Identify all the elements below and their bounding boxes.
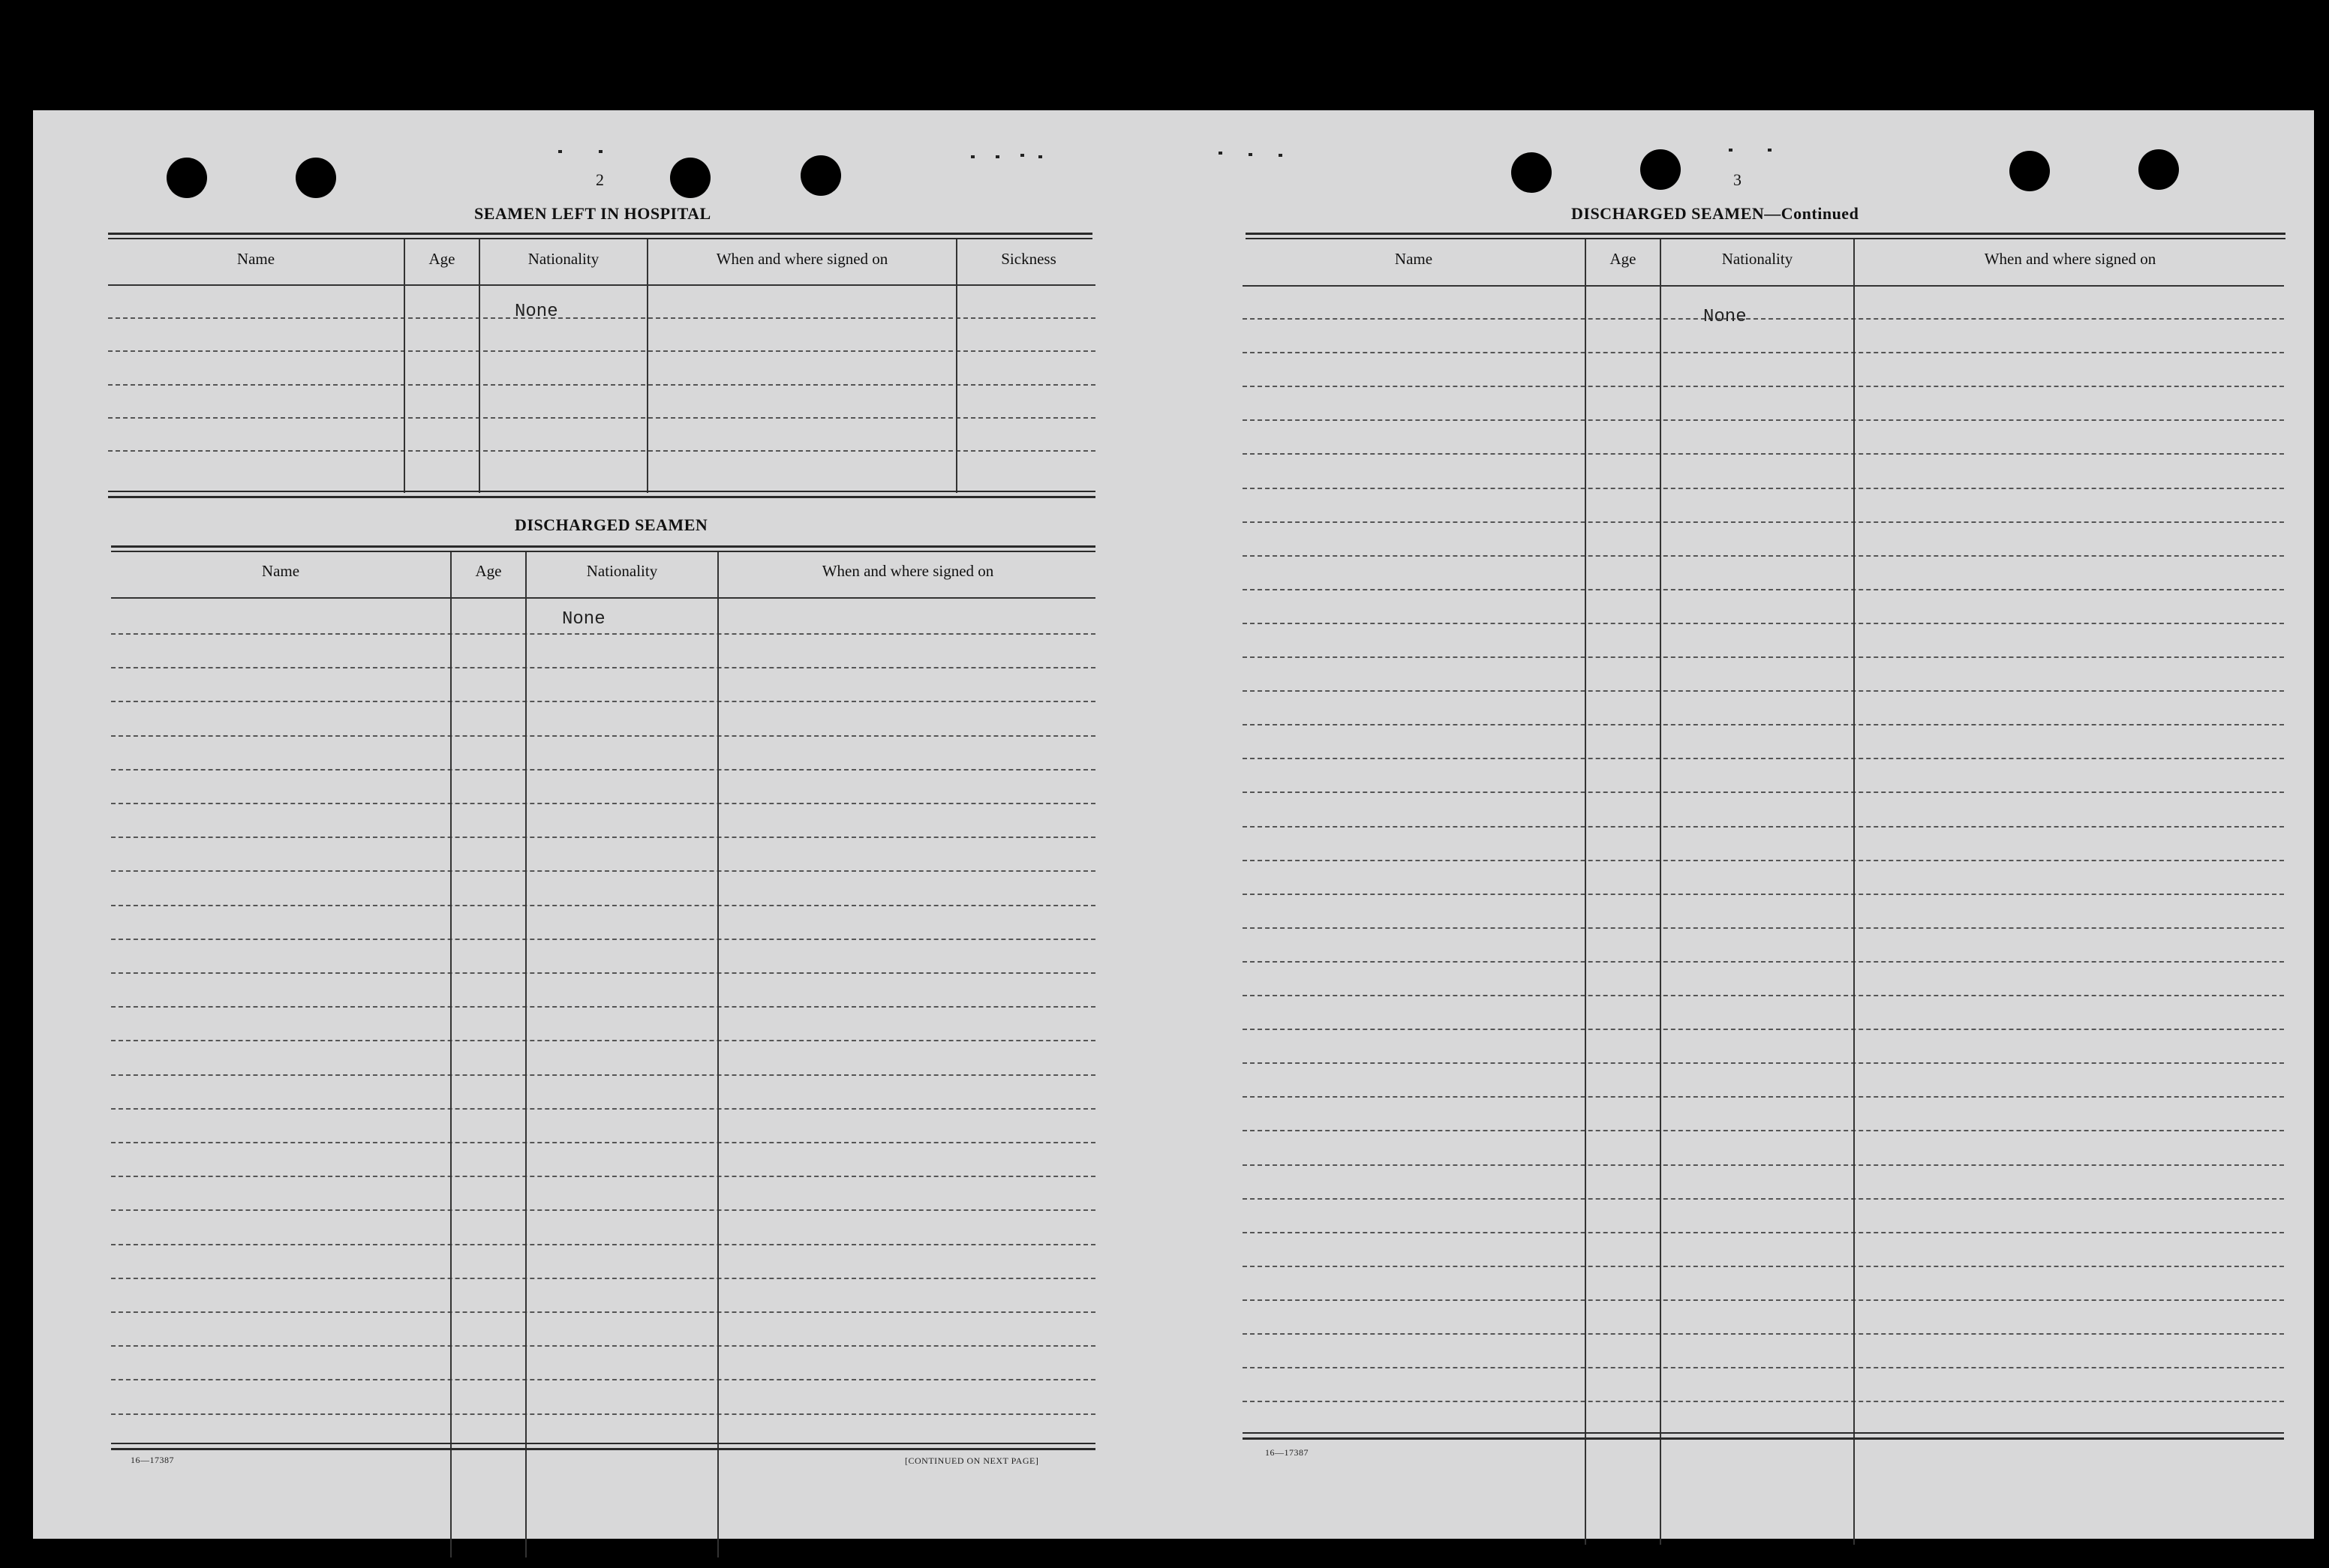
entry-line [111, 1040, 1095, 1041]
column-divider [1853, 239, 1855, 1545]
entry-line [111, 769, 1095, 770]
document-sheet [33, 110, 2314, 1539]
speck [1768, 149, 1772, 152]
entry-line [111, 1209, 1095, 1211]
column-divider [1660, 239, 1661, 1545]
form-number: 16—17387 [131, 1455, 174, 1465]
rule [111, 545, 1095, 548]
entry-line [1243, 758, 2284, 759]
entry-line [111, 803, 1095, 804]
column-header: Name [1394, 250, 1433, 268]
entry-line [1243, 1367, 2284, 1368]
column-header: When and where signed on [822, 562, 994, 580]
entry-line [111, 1244, 1095, 1245]
entry-line [111, 870, 1095, 872]
entry-line [111, 1278, 1095, 1279]
rule [111, 1443, 1095, 1444]
entry-line [1243, 927, 2284, 929]
punch-hole [1640, 149, 1681, 190]
entry-line [111, 1108, 1095, 1110]
entry-line [111, 837, 1095, 838]
rule [1243, 1437, 2284, 1440]
entry-line [108, 350, 1095, 352]
rule [108, 233, 1092, 235]
entry-line [1243, 792, 2284, 793]
punch-hole [296, 158, 336, 198]
speck [1038, 155, 1042, 158]
entry-line [1243, 826, 2284, 828]
discharged-section-title: DISCHARGED SEAMEN [515, 515, 708, 534]
speck [1279, 154, 1282, 157]
punch-hole [2009, 151, 2050, 191]
column-header: When and where signed on [716, 250, 888, 268]
entry-line [111, 1006, 1095, 1008]
entry-line [111, 1142, 1095, 1143]
entry-line [1243, 894, 2284, 895]
entry-line [111, 1176, 1095, 1177]
entry-line [111, 1345, 1095, 1347]
hospital-section-title: SEAMEN LEFT IN HOSPITAL [474, 204, 711, 223]
rule [111, 551, 1095, 552]
column-divider [1585, 239, 1586, 1545]
column-header: Name [236, 250, 275, 268]
entry-line [1243, 995, 2284, 996]
entry-line [1243, 1299, 2284, 1301]
column-divider [525, 552, 527, 1557]
column-header: Nationality [527, 250, 600, 268]
speck [1249, 153, 1252, 156]
entry-line [108, 317, 1095, 319]
header-rule [108, 284, 1095, 286]
entry-line [111, 1379, 1095, 1380]
entry-line [1243, 555, 2284, 557]
entry-line [1243, 1096, 2284, 1098]
column-header: Nationality [1721, 250, 1793, 268]
rule [1246, 233, 2285, 235]
page-number: 3 [1733, 170, 1741, 189]
column-header: Age [428, 250, 455, 268]
entry-line [108, 384, 1095, 386]
entry-line [108, 417, 1095, 419]
column-header: Name [261, 562, 300, 580]
entry-line [1243, 1333, 2284, 1335]
entry-line [108, 450, 1095, 452]
entry-line [1243, 453, 2284, 455]
entry-line [1243, 961, 2284, 963]
entry-line [1243, 623, 2284, 624]
entry-line [111, 1311, 1095, 1313]
speck [1020, 154, 1024, 157]
speck [599, 150, 603, 153]
speck [996, 155, 999, 158]
entry-line [1243, 318, 2284, 320]
title-main: DISCHARGED SEAMEN [1571, 204, 1765, 223]
speck [558, 150, 562, 153]
speck [1729, 149, 1732, 152]
column-divider [717, 552, 719, 1557]
punch-hole [1511, 152, 1552, 193]
title-suffix: —Continued [1764, 204, 1859, 223]
header-rule [111, 597, 1095, 599]
speck [971, 155, 975, 158]
column-divider [479, 239, 480, 493]
punch-hole [801, 155, 841, 196]
rule [1243, 1432, 2284, 1434]
entry-line [1243, 352, 2284, 353]
entry-line [111, 633, 1095, 635]
entry-line [1243, 521, 2284, 523]
entry-line [1243, 1062, 2284, 1064]
header-rule [1243, 285, 2284, 287]
entry-line [1243, 1198, 2284, 1200]
punch-hole [670, 158, 711, 198]
rule [111, 1448, 1095, 1450]
continued-note: [CONTINUED ON NEXT PAGE] [905, 1455, 1039, 1466]
column-header: Sickness [1001, 250, 1056, 268]
entry-line [1243, 656, 2284, 658]
entry-line [111, 939, 1095, 940]
form-number: 16—17387 [1265, 1447, 1309, 1458]
column-header: Nationality [586, 562, 658, 580]
entry-line [1243, 386, 2284, 387]
entry-line [1243, 1164, 2284, 1166]
page-number: 2 [596, 170, 604, 189]
column-divider [647, 239, 648, 493]
speck [1219, 152, 1222, 155]
entry-line [111, 735, 1095, 737]
entry-line [1243, 488, 2284, 489]
entry-line [1243, 860, 2284, 861]
entry-line [1243, 1130, 2284, 1131]
rule [108, 238, 1092, 239]
discharged-continued-title [1571, 204, 1859, 224]
entry-line [1243, 690, 2284, 692]
entry-line [1243, 419, 2284, 421]
rule [1246, 238, 2285, 239]
column-header: When and where signed on [1984, 250, 2156, 268]
entry-line [111, 972, 1095, 974]
entry-line [1243, 1266, 2284, 1267]
entry-line [111, 1074, 1095, 1076]
column-divider [956, 239, 957, 493]
rule [108, 491, 1095, 492]
entry-line [1243, 589, 2284, 590]
column-divider [404, 239, 405, 493]
entry-line [1243, 1232, 2284, 1233]
entry-line [1243, 724, 2284, 725]
column-header: Age [1609, 250, 1636, 268]
discharged-nationality-entry: None [562, 609, 606, 629]
entry-line [1243, 1029, 2284, 1030]
rule [108, 496, 1095, 498]
hospital-nationality-entry: None [515, 302, 558, 322]
column-header: Age [475, 562, 502, 580]
punch-hole [167, 158, 207, 198]
punch-hole [2138, 149, 2179, 190]
entry-line [111, 1413, 1095, 1415]
entry-line [1243, 1401, 2284, 1402]
right-nationality-entry: None [1703, 307, 1747, 327]
entry-line [111, 905, 1095, 906]
entry-line [111, 701, 1095, 702]
entry-line [111, 667, 1095, 668]
column-divider [450, 552, 452, 1557]
